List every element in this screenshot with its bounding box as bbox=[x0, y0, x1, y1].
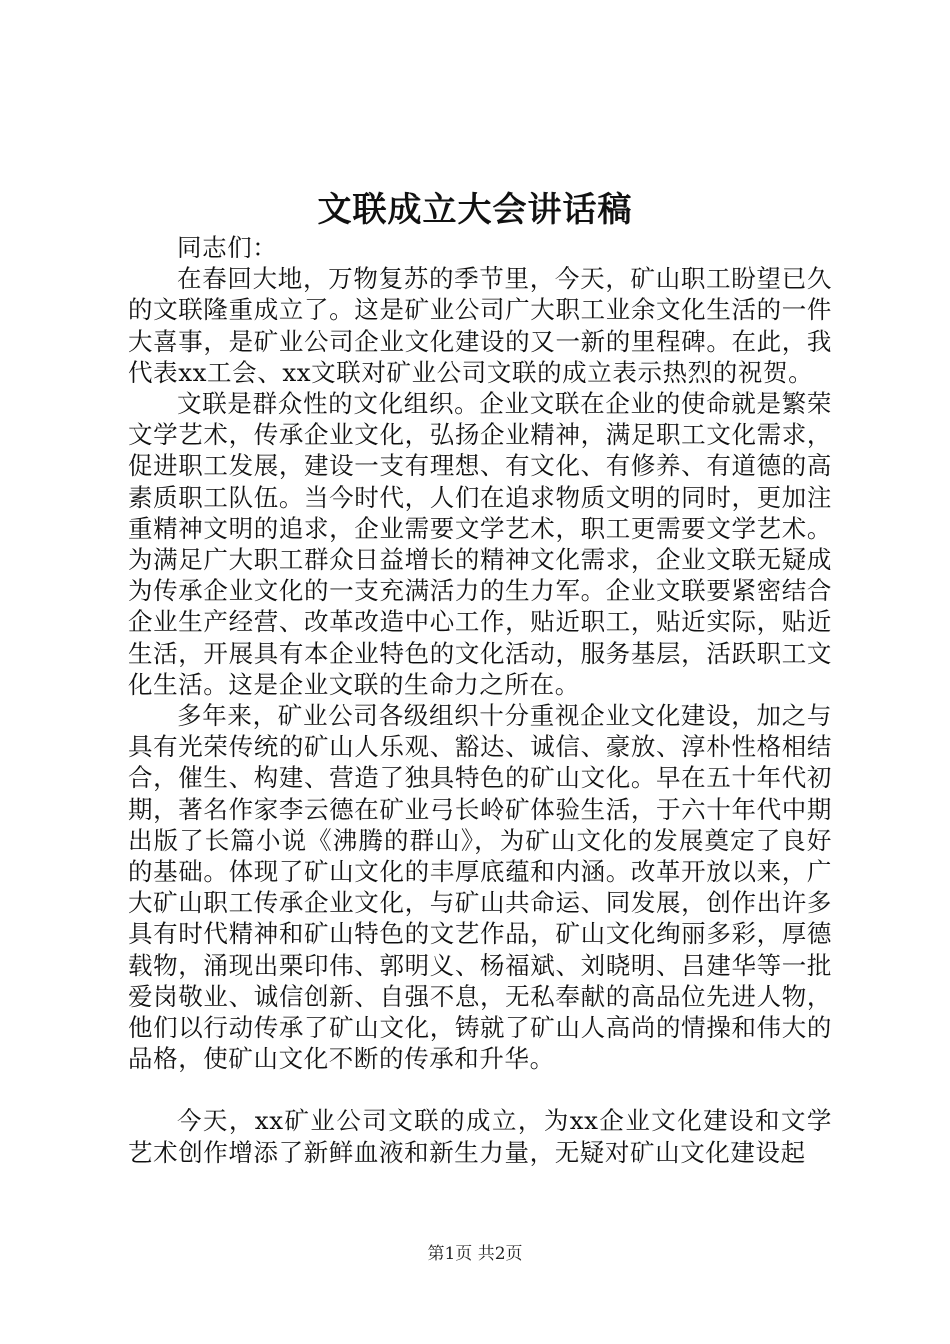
document-title: 文联成立大会讲话稿 bbox=[317, 190, 633, 230]
paragraph-3: 多年来，矿业公司各级组织十分重视企业文化建设，加之与具有光荣传统的矿山人乐观、豁达、诚信、豪放、淳朴性格相结合，催生、构建、营造了独具特色的矿山文化。早在五十年代初期，著名作家李云德在矿业弓长岭矿体验生活，于六十年代中期出版了长篇小说《沸腾的群山》，为矿山文化的发展奠定了良好的基础。体现了矿山文化的丰厚底蕴和内涵。改革开放以来，广大矿山职工传承企业文化，与矿山共命运、同发展，创作出许多具有时代精神和矿山特色的文艺作品，矿山文化绚丽多彩，厚德载物，涌现出栗印伟、郭明义、杨福斌、刘晓明、吕建华等一批爱岗敬业、诚信创新、自强不息，无私奉献的高品位先进人物，他们以行动传承了矿山文化，铸就了矿山人高尚的情操和伟大的品格，使矿山文化不断的传承和升华。 bbox=[128, 701, 832, 1074]
paragraph-1: 在春回大地，万物复苏的季节里，今天，矿山职工盼望已久的文联隆重成立了。这是矿业公司广大职工业余文化生活的一件大喜事，是矿业公司企业文化建设的又一新的里程碑。在此，我代表xx工会、xx文联对矿业公司文联的成立表示热烈的祝贺。 bbox=[128, 264, 832, 387]
paragraph-4: 今天，xx矿业公司文联的成立，为xx企业文化建设和文学艺术创作增添了新鲜血液和新生力量，无疑对矿山文化建设起 bbox=[128, 1106, 832, 1167]
document-body bbox=[128, 232, 832, 1168]
page-number-footer: 第1页 共2页 bbox=[427, 1244, 523, 1264]
salutation: 同志们： bbox=[177, 233, 278, 262]
paragraph-2: 文联是群众性的文化组织。企业文联在企业的使命就是繁荣文学艺术，传承企业文化，弘扬企业精神，满足职工文化需求，促进职工发展，建设一支有理想、有文化、有修养、有道德的高素质职工队伍。当今时代，人们在追求物质文明的同时，更加注重精神文明的追求，企业需要文学艺术，职工更需要文学艺术。为满足广大职工群众日益增长的精神文化需求，企业文联无疑成为传承企业文化的一支充满活力的生力军。企业文联要紧密结合企业生产经营、改革改造中心工作，贴近职工，贴近实际，贴近生活，开展具有本企业特色的文化活动，服务基层，活跃职工文化生活。这是企业文联的生命力之所在。 bbox=[128, 389, 832, 699]
